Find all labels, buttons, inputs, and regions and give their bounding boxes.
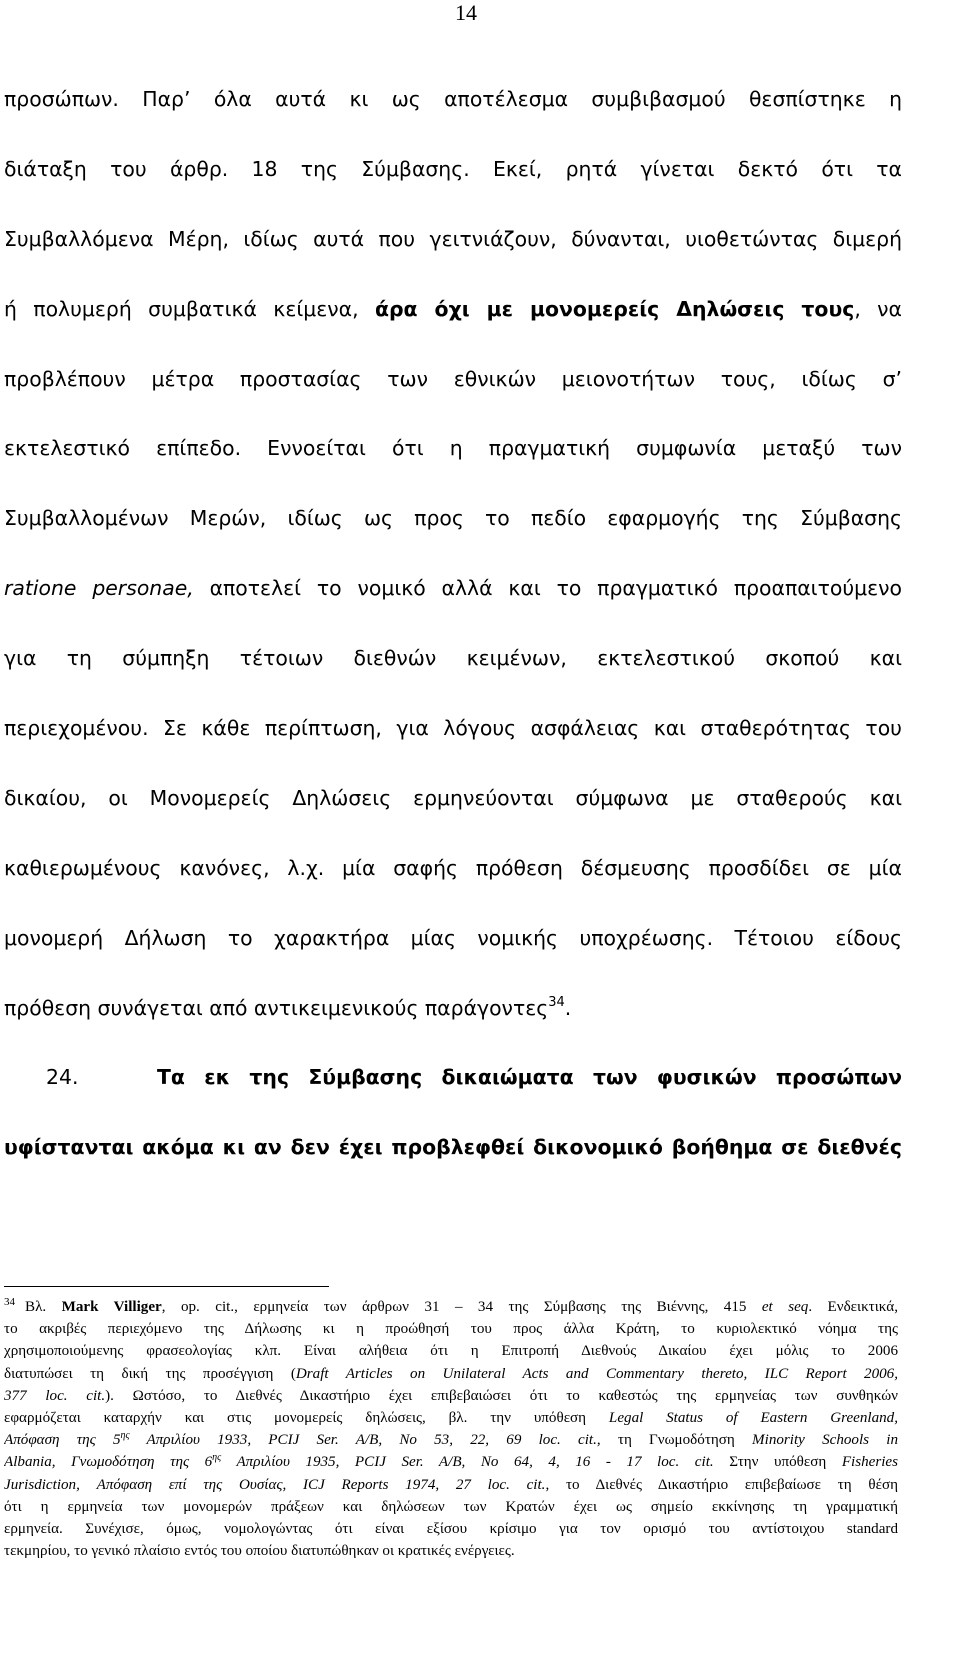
section-heading-line-2: υφίστανται ακόμα κι αν δεν έχει προβλεφθεί δικονομικό βοήθημα σε διεθνές xyxy=(4,1135,902,1160)
body-line-4: ή πολυμερή συμβατικά κείμενα, άρα όχι με μονομερείς Δηλώσεις τους, να xyxy=(4,296,903,321)
body-line-14: πρόθεση συνάγεται από αντικειμενικούς παράγοντες$^{34}$. xyxy=(4,994,572,1020)
footnote-line-3: χρησιμοποιούμενης φρασεολογίας κλπ. Είναι αλήθεια ότι η Επιτροπή Διεθνούς Δικαίου έχει μόλις το 2006 xyxy=(4,1343,898,1360)
body-line-12: καθιερωμένους κανόνες, λ.χ. μία σαφής πρόθεση δέσμευσης προσδίδει σε μία xyxy=(4,855,902,880)
body-line-1: προσώπων. Παρ’ όλα αυτά κι ως αποτέλεσμα συμβιβασμού θεσπίστηκε η xyxy=(4,87,902,111)
footnote-line-2: το ακριβές περιεχόμενο της Δήλωσης κι η προώθησή του προς άλλα Κράτη, το κυριολεκτικό νόημα της xyxy=(4,1321,898,1338)
emphasis-text: άρα όχι με μονομερείς Δηλώσεις τους xyxy=(374,296,855,321)
footnote-number: 34 xyxy=(4,1296,15,1308)
footnotes xyxy=(4,1296,898,1562)
footnote-line-9: Jurisdiction, Απόφαση επί της Ουσίας, ICJ Reports 1974, 27 loc. cit., το Διεθνές Δικαστήριο επιβεβαίωσε τη θέση xyxy=(4,1476,898,1493)
body-line-3: Συμβαλλόμενα Μέρη, ιδίως αυτά που γειτνιάζουν, δύνανται, υιοθετώντας διμερή xyxy=(4,226,902,251)
footnote-line-11: ερμηνεία. Συνέχισε, όμως, νομολογώντας ότι είναι εξίσου κρίσιμο για τον ορισμό του αντίστοιχου standard xyxy=(4,1520,898,1537)
footnote-line-1: $^{34}$ Βλ. Mark Villiger, op. cit., ερμηνεία των άρθρων 31 – 34 της Σύμβασης της Βιέννης, 415 et seq. Ενδεικτικά, xyxy=(4,1296,898,1315)
body-line-6: εκτελεστικό επίπεδο. Εννοείται ότι η πραγματική συμφωνία μεταξύ των xyxy=(4,436,902,461)
footnote-line-10: ότι η ερμηνεία των μονομερών πράξεων και δηλώσεων των Κρατών έχει ως σημείο εκκίνησης τη γραμματική xyxy=(4,1498,898,1515)
body-line-7: Συμβαλλομένων Μερών, ιδίως ως προς το πεδίο εφαρμογής της Σύμβασης xyxy=(4,506,902,531)
footnote-line-7: Απόφαση της $5^{\eta\varsigma}$ Απριλίου 1933, PCIJ Ser. A/B, No 53, 22, 69 loc. cit., τη Γνωμοδότηση Minority Schools in xyxy=(4,1430,898,1449)
body-text xyxy=(4,65,902,1183)
footnote-line-12: τεκμηρίου, το γενικό πλαίσιο εντός του οποίου διατυπώθηκαν οι κρατικές ενέργειες. xyxy=(4,1543,515,1560)
section-heading: 24. Τα εκ της Σύμβασης δικαιώματα των φυσικών προσώπων xyxy=(4,1043,902,1113)
body-line-13: μονομερή Δήλωση το χαρακτήρα μίας νομικής υποχρέωσης. Τέτοιου είδους xyxy=(4,925,902,950)
latin-term: ratione personae, xyxy=(4,576,194,601)
section-number: 24. xyxy=(46,1065,79,1090)
page-number: 14 xyxy=(455,0,477,25)
footnote-ref[interactable]: 34 xyxy=(548,994,565,1010)
body-line-8: ratione personae, αποτελεί το νομικό αλλά και το πραγματικό προαπαιτούμενο xyxy=(4,576,902,601)
footnote-line-8: Albania, Γνωμοδότηση της $6^{\eta\varsigma}$ Απριλίου 1935, PCIJ Ser. A/B, No 64, 4, 16 - 17 loc. cit. Στην υπόθεση Fisheries xyxy=(4,1452,898,1471)
footnote-line-5: 377 loc. cit.). Ωστόσο, το Διεθνές Δικαστήριο έχει επιβεβαιώσει ότι το καθεστώς της ερμηνείας των συνθηκών xyxy=(4,1387,898,1404)
body-line-2: διάταξη του άρθρ. 18 της Σύμβασης. Εκεί, ρητά γίνεται δεκτό ότι τα xyxy=(4,156,902,181)
body-line-5: προβλέπουν μέτρα προστασίας των εθνικών μειονοτήτων τους, ιδίως σ’ xyxy=(4,366,902,391)
body-line-11: δικαίου, οι Μονομερείς Δηλώσεις ερμηνεύονται σύμφωνα με σταθερούς και xyxy=(4,785,902,810)
body-line-10: περιεχομένου. Σε κάθε περίπτωση, για λόγους ασφάλειας και σταθερότητας του xyxy=(4,716,902,741)
footnote-separator xyxy=(4,1286,329,1287)
footnote-line-6: εφαρμόζεται καταρχήν και στις μονομερείς δηλώσεις, βλ. την υπόθεση Legal Status of Eastern Greenland, xyxy=(4,1409,898,1426)
body-line-9: για τη σύμπηξη τέτοιων διεθνών κειμένων, εκτελεστικού σκοπού και xyxy=(4,646,902,671)
footnote-line-4: διατυπώσει τη δική της προσέγγιση (Draft Articles on Unilateral Acts and Commentary thereto, ILC Report 2006, xyxy=(4,1365,898,1382)
